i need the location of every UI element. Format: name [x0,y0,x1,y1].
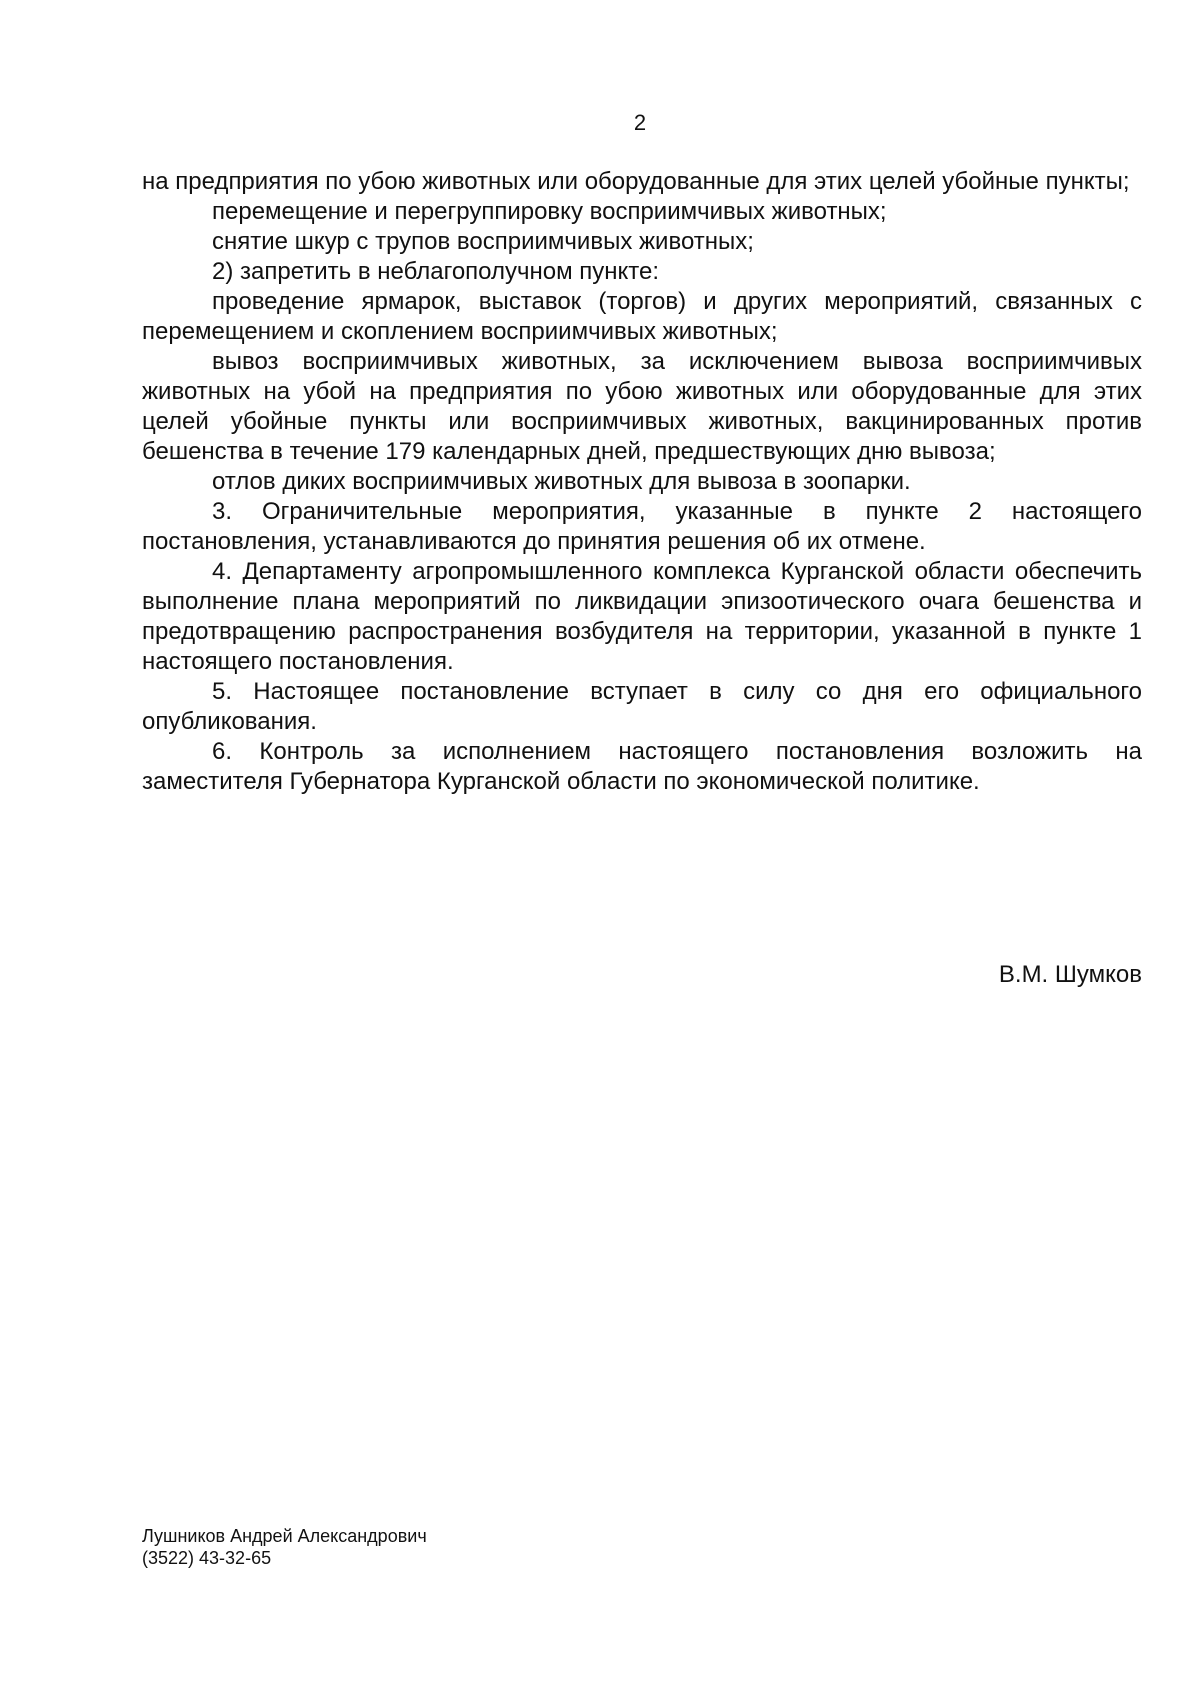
executor-footer [142,1525,427,1569]
paragraph-capture: отлов диких восприимчивых животных для вывоза в зоопарки. [212,468,911,495]
paragraph-skinning: снятие шкур с трупов восприимчивых животных; [212,228,754,255]
paragraph-prohibit-heading: 2) запретить в неблагополучном пункте: [212,258,660,285]
paragraph-export: вывоз восприимчивых животных, за исключением вывоза восприимчивых животных на убой на предприятия по убою животных или оборудованные для этих целей убойные пункты или восприимчивых животных, вакцинированных против бешенства в течение 179 календарных дней, предшествующих дню вывоза; [142,348,1142,465]
signature-name: В.М. Шумков [998,961,1142,988]
paragraph-item-5: 5. Настоящее постановление вступает в силу со дня его официального опубликования. [142,678,1142,735]
executor-name: Лушников Андрей Александрович [142,1526,427,1546]
paragraph-item-4: 4. Департаменту агропромышленного комплекса Курганской области обеспечить выполнение плана мероприятий по ликвидации эпизоотического очага бешенства и предотвращению распространения возбудителя на территории, указанной в пункте 1 настоящего постановления. [142,558,1142,675]
executor-phone: (3522) 43-32-65 [142,1548,272,1568]
document-body [142,167,1142,797]
paragraph-continuation: на предприятия по убою животных или оборудованные для этих целей убойные пункты; [142,168,1130,195]
page-number: 2 [633,110,647,135]
paragraph-item-3: 3. Ограничительные мероприятия, указанные в пункте 2 настоящего постановления, устанавливаются до принятия решения об их отмене. [142,498,1142,555]
paragraph-item-6: 6. Контроль за исполнением настоящего постановления возложить на заместителя Губернатора Курганской области по экономической политике. [142,738,1142,795]
paragraph-fairs: проведение ярмарок, выставок (торгов) и других мероприятий, связанных с перемещением и скоплением восприимчивых животных; [142,288,1142,345]
paragraph-relocation: перемещение и перегруппировку восприимчивых животных; [212,198,887,225]
